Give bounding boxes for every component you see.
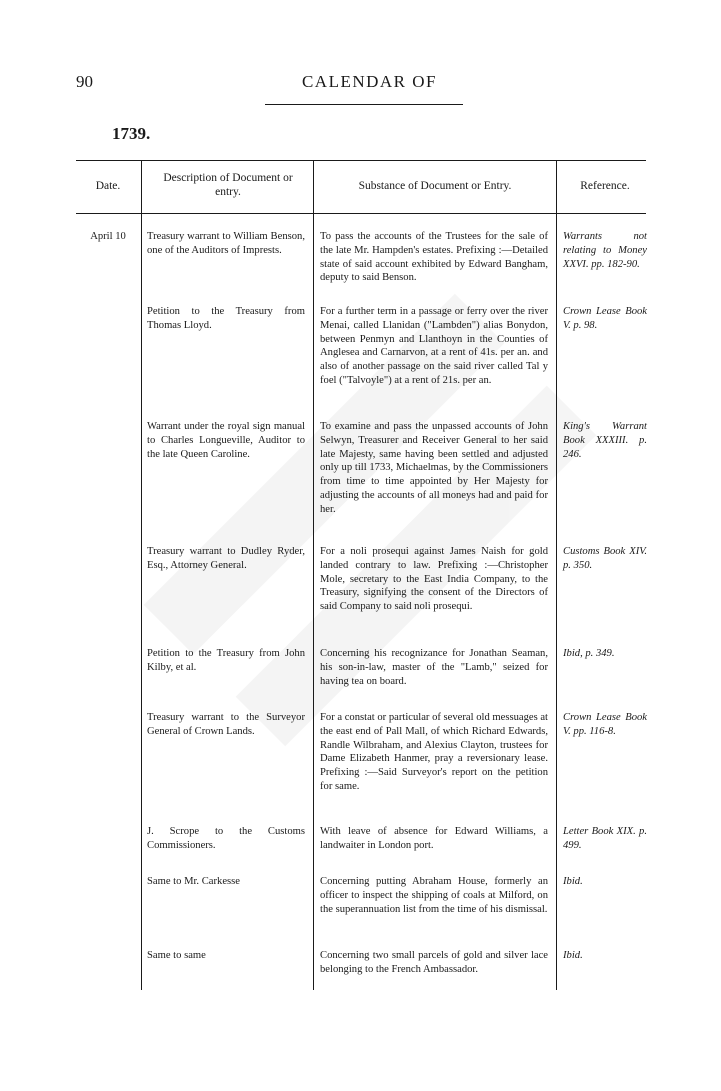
column-header-reference: Reference.	[580, 180, 630, 192]
column-divider	[141, 160, 142, 990]
entry-reference: Warrants not relating to Money XXVI. pp. 182-90.	[563, 231, 647, 270]
entry-substance: To examine and pass the unpassed accounts of John Selwyn, Treasurer and Receiver General to her said late Majesty, same having been settled and adjusted only up till 1733, Michaelmas, by the Commissioners from time to time appointed by Her Majesty for adjusting the accounts of all moneys had and paid for her.	[320, 421, 548, 515]
entry-reference: Crown Lease Book V. p. 98.	[563, 306, 647, 331]
entry-description: Same to same	[147, 950, 206, 961]
column-header-description: Description of Document or entry.	[163, 172, 293, 198]
entry-description: Treasury warrant to Dudley Ryder, Esq., Attorney General.	[147, 546, 305, 571]
entry-reference: Customs Book XIV. p. 350.	[563, 546, 647, 571]
entry-substance: With leave of absence for Edward Williams, a landwaiter in London port.	[320, 826, 548, 851]
entry-substance: For a further term in a passage or ferry over the river Menai, called Llanidan ("Lambden") alias Bonydon, between Penmyn and Llanthoyn in the Counties of Anglesea and Carnarvon, at a rent of 41s. per an. and also of another passage on the said river called Tal y foel ("Talvoyle") at a rent of 21s. per an.	[320, 306, 548, 386]
column-divider	[313, 160, 314, 990]
year-heading: 1739.	[112, 124, 151, 143]
entry-substance: For a constat or particular of several old messuages at the east end of Pall Mall, of which Richard Edwards, Randle Wilbraham, and Alexius Clayton, trustees for Dame Elizabeth Hanmer, pray a reversionary lease. Prefixing :—Said Surveyor's report on the petition for same.	[320, 712, 548, 792]
entry-substance: Concerning putting Abraham House, formerly an officer to inspect the shipping of coals at Milford, on the superannuation list from the time of his dismissal.	[320, 876, 548, 915]
entry-substance: For a noli prosequi against James Naish for gold landed contrary to law. Prefixing :—Christopher Mole, secretary to the East India Company, to the Treasury, signifying the consent of the Directors of said Company to said noli prosequi.	[320, 546, 548, 613]
entry-date: April 10	[90, 231, 126, 242]
entry-reference: King's Warrant Book XXXIII. p. 246.	[563, 421, 647, 460]
entry-substance: Concerning two small parcels of gold and silver lace belonging to the French Ambassador.	[320, 950, 548, 975]
entry-reference: Ibid.	[563, 876, 583, 887]
table-top-rule	[76, 160, 646, 161]
title-rule	[265, 104, 463, 105]
header-bottom-rule	[76, 213, 646, 214]
entry-description: Warrant under the royal sign manual to Charles Longueville, Auditor to the late Queen Caroline.	[147, 421, 305, 460]
entry-reference: Ibid, p. 349.	[563, 648, 615, 659]
entry-description: Petition to the Treasury from John Kilby, et al.	[147, 648, 305, 673]
column-divider	[556, 160, 557, 990]
column-header-date: Date.	[95, 180, 121, 192]
entry-substance: Concerning his recognizance for Jonathan Seaman, his son-in-law, master of the "Lamb," seized for having tea on board.	[320, 648, 548, 687]
entry-reference: Crown Lease Book V. pp. 116-8.	[563, 712, 647, 737]
column-header-substance: Substance of Document or Entry.	[358, 180, 512, 192]
entry-description: Same to Mr. Carkesse	[147, 876, 240, 887]
entry-description: Treasury warrant to the Surveyor General of Crown Lands.	[147, 712, 305, 737]
page-number: 90	[76, 72, 93, 91]
entry-reference: Ibid.	[563, 950, 583, 961]
entry-substance: To pass the accounts of the Trustees for the sale of the late Mr. Hampden's estates. Prefixing :—Detailed state of said account exhibited by Edward Bangham, deputy to said Benson.	[320, 231, 548, 284]
entry-description: Petition to the Treasury from Thomas Lloyd.	[147, 306, 305, 331]
entry-description: Treasury warrant to William Benson, one of the Auditors of Imprests.	[147, 231, 305, 256]
entry-description: J. Scrope to the Customs Commissioners.	[147, 826, 305, 851]
entry-reference: Letter Book XIX. p. 499.	[563, 826, 647, 851]
running-title: CALENDAR OF	[301, 72, 438, 91]
